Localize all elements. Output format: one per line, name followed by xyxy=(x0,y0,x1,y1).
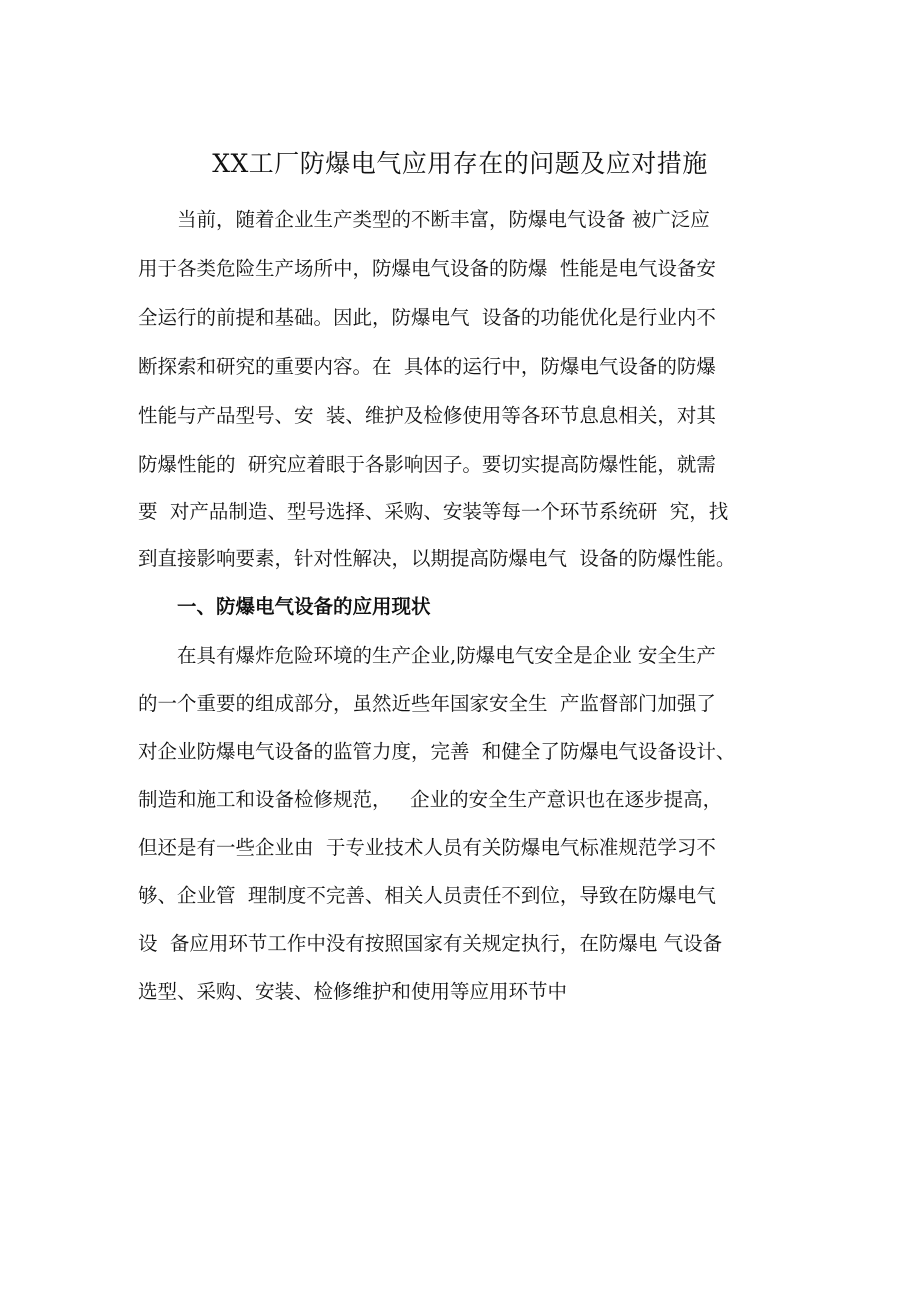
paragraph-2-line-1: 在具有爆炸危险环境的生产企业,防爆电气安全是企业 安全生产 xyxy=(177,644,716,667)
paragraph-2-line-6: 够、企业管 理制度不完善、相关人员责任不到位，导致在防爆电气 xyxy=(138,884,716,907)
paragraph-2-line-3: 对企业防爆电气设备的监管力度，完善 和健全了防爆电气设备设计、 xyxy=(138,740,736,763)
paragraph-1-line-1: 当前，随着企业生产类型的不断丰富，防爆电气设备 被广泛应 xyxy=(177,208,710,231)
paragraph-1-line-3: 全运行的前提和基础。因此，防爆电气 设备的功能优化是行业内不 xyxy=(138,306,716,329)
paragraph-2-line-5: 但还是有一些企业由 于专业技术人员有关防爆电气标准规范学习不 xyxy=(138,836,716,859)
document-title: XX工厂防爆电气应用存在的问题及应对措施 xyxy=(212,149,708,178)
paragraph-1-line-5: 性能与产品型号、安 装、维护及检修使用等各环节息息相关，对其 xyxy=(138,404,716,427)
paragraph-1-line-4: 断探索和研究的重要内容。在 具体的运行中，防爆电气设备的防爆 xyxy=(138,355,716,378)
paragraph-1-line-2: 用于各类危险生产场所中，防爆电气设备的防爆 性能是电气设备安 xyxy=(138,257,716,280)
paragraph-1-line-7: 要 对产品制造、型号选择、采购、安装等每一个环节系统研 究，找 xyxy=(138,500,729,523)
paragraph-2-line-4: 制造和施工和设备检修规范， 企业的安全生产意识也在逐步提高， xyxy=(138,788,723,811)
paragraph-2-line-2: 的一个重要的组成部分，虽然近些年国家安全生 产监督部门加强了 xyxy=(138,692,716,715)
paragraph-1-line-8: 到直接影响要素，针对性解决，以期提高防爆电气 设备的防爆性能。 xyxy=(138,547,736,570)
paragraph-1-line-6: 防爆性能的 研究应着眼于各影响因子。要切实提高防爆性能，就需 xyxy=(138,453,716,476)
paragraph-2-line-8: 选型、采购、安装、检修维护和使用等应用环节中 xyxy=(138,980,568,1003)
section-heading: 一、防爆电气设备的应用现状 xyxy=(177,595,431,618)
paragraph-2-line-7: 设 备应用环节工作中没有按照国家有关规定执行，在防爆电 气设备 xyxy=(138,932,723,955)
